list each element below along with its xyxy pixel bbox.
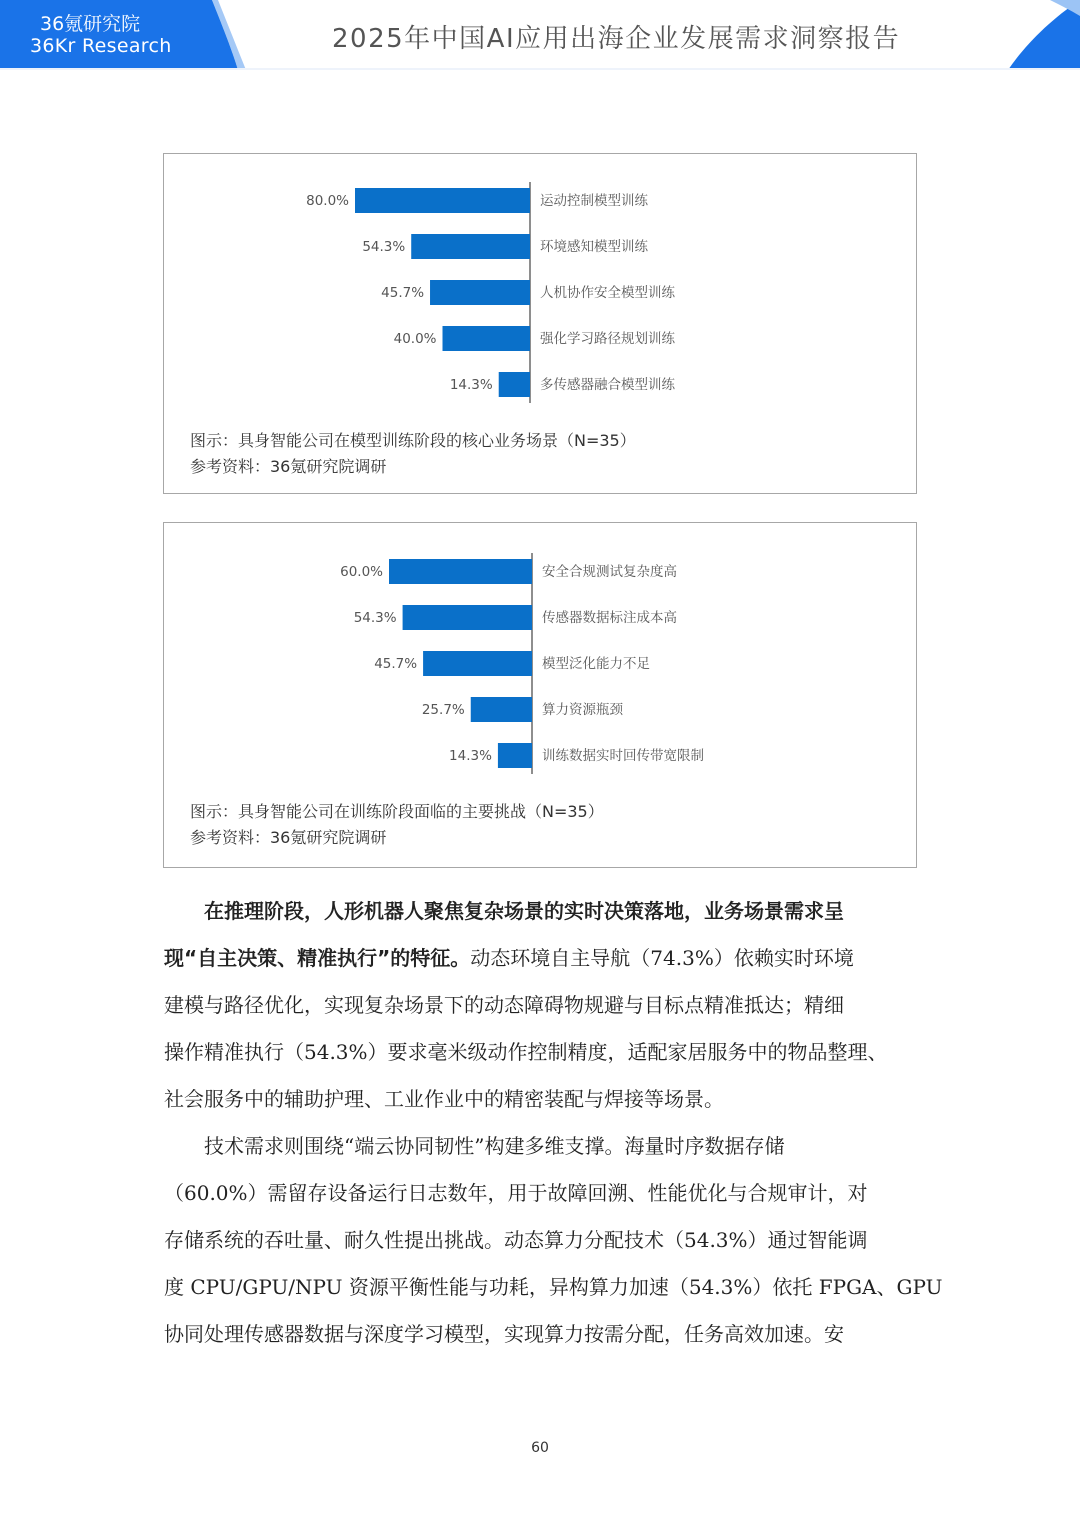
chart-value-label: 45.7%: [374, 656, 418, 672]
chart-category-label: 强化学习路径规划训练: [540, 331, 675, 347]
chart-category-label: 环境感知模型训练: [540, 239, 648, 255]
body-paragraph-inference: [164, 888, 924, 1123]
figure-training-challenges: [163, 522, 917, 868]
bold-text: 在推理阶段，人形机器人聚焦复杂场景的实时决策落地，业务场景需求呈: [204, 899, 844, 923]
chart-value-label: 60.0%: [340, 564, 383, 580]
chart-value-label: 14.3%: [449, 748, 492, 764]
figure-caption: 图示：具身智能公司在训练阶段面临的主要挑战（N=35）: [190, 802, 604, 821]
bar-chart-training-scenarios: [164, 154, 916, 414]
paragraph-line: [164, 1170, 924, 1217]
brand-name-en: 36Kr Research: [30, 35, 172, 57]
body-text: 操作精准执行（54.3%）要求毫米级动作控制精度，适配家居服务中的物品整理、: [164, 1040, 888, 1064]
chart-bar: [403, 605, 532, 630]
chart-value-label: 45.7%: [381, 285, 425, 301]
chart-value-label: 14.3%: [449, 377, 493, 393]
chart-value-label: 25.7%: [421, 702, 465, 718]
bar-chart-training-challenges: [164, 523, 916, 785]
document-title: 2025年中国AI应用出海企业发展需求洞察报告: [332, 24, 901, 54]
figure-caption: 图示：具身智能公司在模型训练阶段的核心业务场景（N=35）: [190, 431, 636, 450]
paragraph-line: [164, 1264, 943, 1311]
page-number: 60: [531, 1440, 549, 1456]
chart-category-label: 算力资源瓶颈: [542, 702, 623, 718]
chart-value-label: 40.0%: [393, 331, 437, 347]
paragraph-line: [164, 1217, 924, 1264]
chart-value-label: 54.3%: [362, 239, 406, 255]
chart-bar: [430, 280, 530, 305]
body-text: 动态环境自主导航（74.3%）依赖实时环境: [470, 946, 854, 970]
figure-source: 参考资料：36氪研究院调研: [190, 457, 387, 476]
body-text: 技术需求则围绕“端云协同韧性”构建多维支撑。海量时序数据存储: [204, 1134, 785, 1158]
bold-text: 现“自主决策、精准执行”的特征。: [164, 946, 471, 970]
chart-bar: [471, 697, 532, 722]
chart-category-label: 训练数据实时回传带宽限制: [542, 748, 704, 764]
paragraph-line: [164, 982, 924, 1029]
body-text: 存储系统的吞吐量、耐久性提出挑战。动态算力分配技术（54.3%）通过智能调: [164, 1228, 868, 1252]
paragraph-line: [164, 888, 924, 935]
chart-bar: [355, 188, 530, 213]
chart-bar: [443, 326, 531, 351]
figure-source: 参考资料：36氪研究院调研: [190, 828, 387, 847]
chart-value-label: 80.0%: [306, 193, 349, 209]
header-divider: [0, 68, 1080, 70]
chart-value-label: 54.3%: [353, 610, 397, 626]
paragraph-line: [164, 1311, 924, 1358]
chart-bar: [389, 559, 532, 584]
body-text: 度 CPU/GPU/NPU 资源平衡性能与功耗，异构算力加速（54.3%）依托 FPGA、GPU: [164, 1275, 943, 1299]
body-text: 建模与路径优化，实现复杂场景下的动态障碍物规避与目标点精准抵达；精细: [164, 993, 844, 1017]
chart-bar: [498, 743, 532, 768]
chart-category-label: 运动控制模型训练: [540, 193, 648, 209]
paragraph-line: [164, 1029, 924, 1076]
body-text: （60.0%）需留存设备运行日志数年，用于故障回溯、性能优化与合规审计，对: [164, 1181, 868, 1205]
chart-category-label: 人机协作安全模型训练: [540, 285, 675, 301]
figure-training-scenarios: [163, 153, 917, 494]
body-text: 协同处理传感器数据与深度学习模型，实现算力按需分配，任务高效加速。安: [164, 1322, 844, 1346]
paragraph-line: [164, 1123, 924, 1170]
chart-bar: [411, 234, 530, 259]
paragraph-line: [164, 1076, 924, 1123]
chart-category-label: 安全合规测试复杂度高: [542, 564, 677, 580]
chart-category-label: 传感器数据标注成本高: [542, 610, 677, 626]
chart-category-label: 模型泛化能力不足: [542, 656, 650, 672]
chart-category-label: 多传感器融合模型训练: [540, 377, 675, 393]
chart-bar: [423, 651, 532, 676]
brand-name-cn: 36氪研究院: [40, 13, 141, 35]
chart-bar: [499, 372, 530, 397]
body-text: 社会服务中的辅助护理、工业作业中的精密装配与焊接等场景。: [164, 1087, 724, 1111]
body-paragraph-tech-needs: [164, 1123, 943, 1358]
corner-decoration-shape: [1000, 0, 1080, 70]
paragraph-line: [164, 935, 924, 982]
